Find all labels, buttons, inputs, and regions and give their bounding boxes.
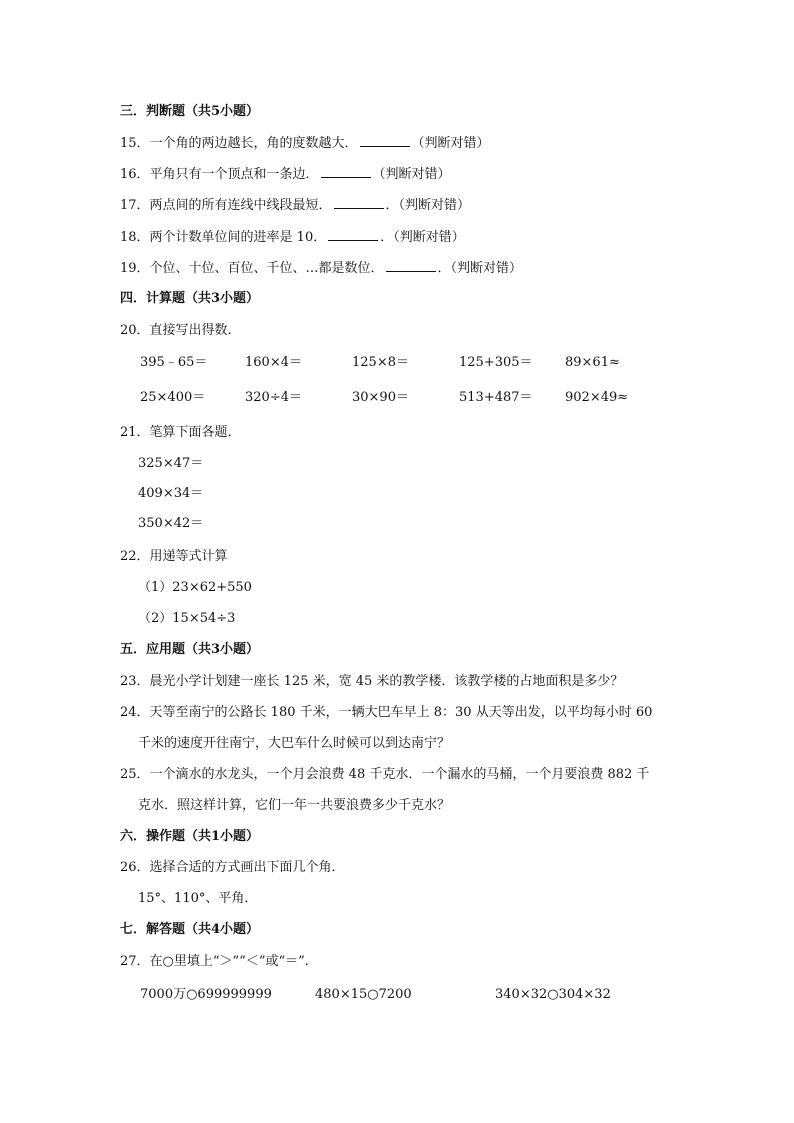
answer-blank[interactable]: [321, 165, 371, 178]
question-25-line-2: 克水．照这样计算，它们一年一共要浪费多少千克水？: [138, 798, 451, 813]
question-text: 19．个位、十位、百位、千位、…都是数位．: [120, 261, 384, 276]
step-calc-item: （1）23×62+550: [138, 580, 252, 595]
question-suffix: （判断对错）: [411, 136, 490, 151]
mental-math-item: 89×61≈: [565, 355, 620, 370]
question-suffix: （判断对错）: [372, 167, 451, 182]
question-18: [120, 228, 465, 247]
question-suffix: ．（判断对错）: [380, 230, 465, 245]
mental-math-item: 125×8＝: [352, 355, 409, 370]
mental-math-item: 125+305＝: [459, 355, 533, 370]
question-26-items: 15°、110°、平角．: [138, 891, 258, 906]
mental-math-item: 513+487＝: [459, 390, 533, 405]
step-calc-item: （2）15×54÷3: [138, 611, 236, 626]
answer-blank[interactable]: [360, 134, 410, 147]
section-heading-calculation: 四．计算题（共3小题）: [120, 291, 260, 306]
mental-math-item: 30×90＝: [352, 390, 409, 405]
question-27-title: 27．在○里填上“＞”“＜”或“＝”．: [120, 954, 318, 969]
mental-math-item: 902×49≈: [565, 390, 629, 405]
answer-blank[interactable]: [328, 228, 378, 241]
question-text: 16．平角只有一个顶点和一条边．: [120, 167, 319, 182]
question-25-line-1: 25．一个滴水的水龙头，一个月会浪费 48 千克水．一个漏水的马桶，一个月要浪费 882 千: [120, 767, 650, 782]
section-heading-judgment: 三．判断题（共5小题）: [120, 104, 260, 119]
question-suffix: ．（判断对错）: [385, 198, 471, 213]
written-calc-item: 325×47＝: [138, 456, 204, 471]
section-heading-application: 五．应用题（共3小题）: [120, 642, 260, 657]
question-16: [120, 165, 451, 184]
question-20-title: 20．直接写出得数．: [120, 323, 241, 338]
question-24-line-2: 千米的速度开往南宁，大巴车什么时候可以到达南宁？: [138, 736, 451, 751]
question-suffix: ．（判断对错）: [437, 261, 523, 276]
section-heading-answer: 七．解答题（共4小题）: [120, 922, 260, 937]
answer-blank[interactable]: [386, 259, 436, 272]
question-22-title: 22．用递等式计算: [120, 549, 228, 564]
question-15: [120, 134, 490, 153]
question-text: 17．两点间的所有连线中线段最短．: [120, 198, 332, 213]
question-17: [120, 196, 470, 215]
written-calc-item: 350×42＝: [138, 516, 204, 531]
answer-blank[interactable]: [334, 196, 384, 209]
question-26-title: 26．选择合适的方式画出下面几个角．: [120, 860, 345, 875]
compare-item: 7000万○699999999: [140, 987, 272, 1002]
question-text: 15．一个角的两边越长，角的度数越大．: [120, 136, 358, 151]
question-text: 18．两个计数单位间的进率是 10．: [120, 230, 327, 245]
question-19: [120, 259, 522, 278]
compare-item: 480×15○7200: [315, 987, 412, 1002]
section-heading-operation: 六．操作题（共1小题）: [120, 829, 260, 844]
compare-item: 340×32○304×32: [495, 987, 611, 1002]
question-24-line-1: 24．天等至南宁的公路长 180 千米，一辆大巴车早上 8：30 从天等出发，以平均每小时 60: [120, 705, 653, 720]
mental-math-item: 25×400＝: [140, 390, 206, 405]
mental-math-item: 320÷4＝: [245, 390, 302, 405]
mental-math-item: 160×4＝: [245, 355, 302, 370]
question-21-title: 21．笔算下面各题．: [120, 425, 241, 440]
written-calc-item: 409×34＝: [138, 486, 204, 501]
mental-math-item: 395﹣65＝: [140, 355, 208, 370]
question-23: 23．晨光小学计划建一座长 125 米，宽 45 米的教学楼．该教学楼的占地面积是多少？: [120, 674, 624, 689]
